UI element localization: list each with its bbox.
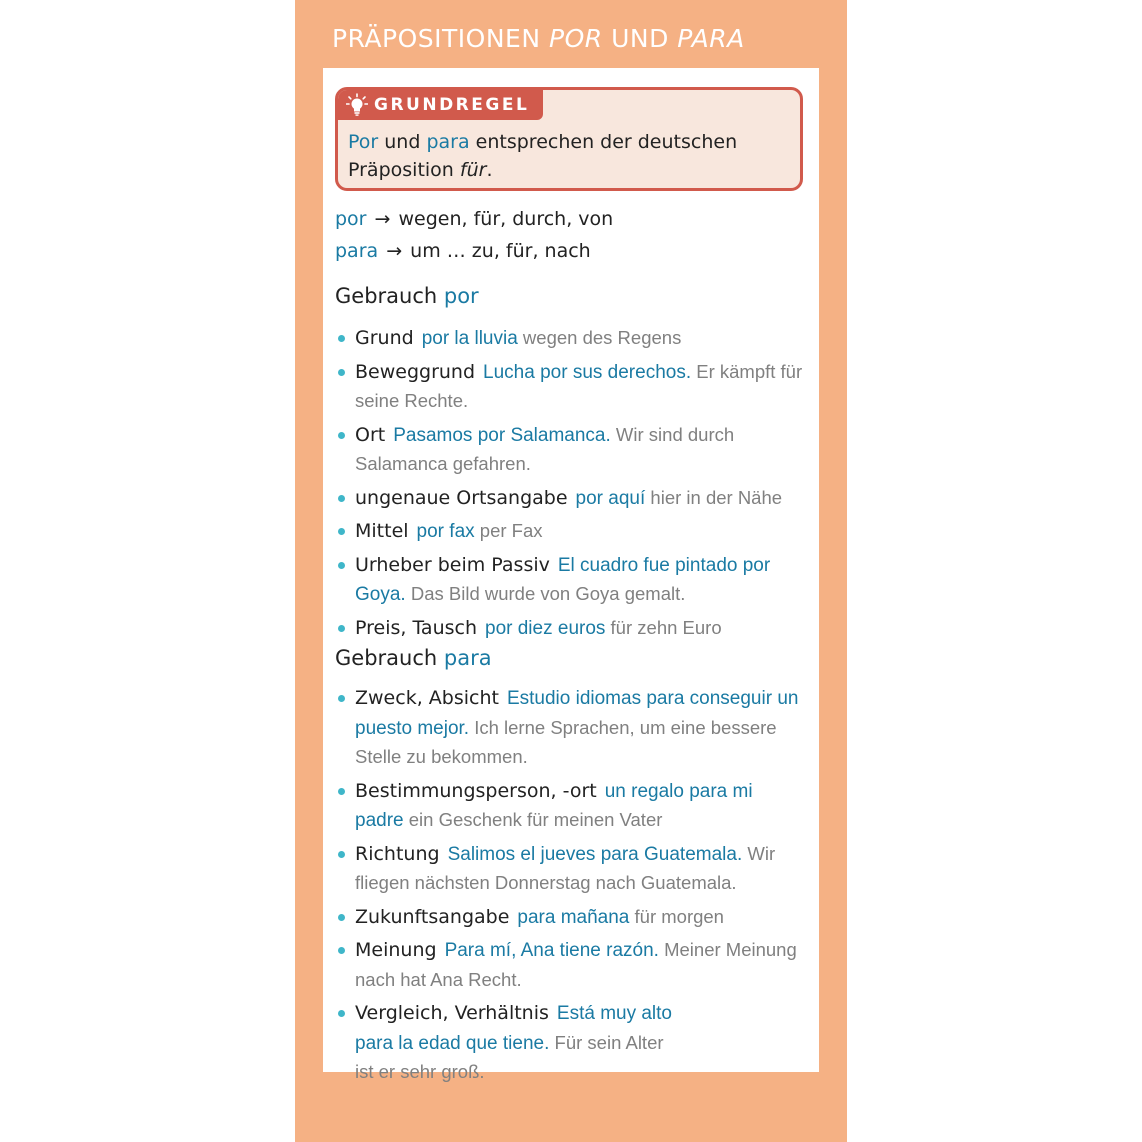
- list-item: Meinung Para mí, Ana tiene razón. Meiner Meinung nach hat Ana Recht.: [335, 936, 805, 995]
- list-item: Ort Pasamos por Salamanca. Wir sind durch Salamanca gefahren.: [335, 421, 805, 480]
- rule-text: Por und para entsprechen der deutschen Präposition für.: [348, 131, 738, 181]
- usage-list-por: [335, 324, 805, 647]
- list-item: Preis, Tausch por diez euros für zehn Euro: [335, 614, 805, 644]
- list-item: Bestimmungsperson, -ort un regalo para mi padre ein Geschenk für meinen Vater: [335, 777, 805, 836]
- list-item: Mittel por fax per Fax: [335, 517, 805, 547]
- grammar-card: [295, 0, 847, 1142]
- bullet-icon: [338, 562, 345, 569]
- section-heading-para: Gebrauch para: [335, 646, 492, 670]
- bullet-icon: [338, 695, 345, 702]
- list-item: Urheber beim Passiv El cuadro fue pintado por Goya. Das Bild wurde von Goya gemalt.: [335, 551, 805, 610]
- list-item: Vergleich, Verhältnis Está muy alto para la edad que tiene. Für sein Alter ist er sehr groß.: [335, 999, 685, 1088]
- bullet-icon: [338, 914, 345, 921]
- bullet-icon: [338, 788, 345, 795]
- bullet-icon: [338, 528, 345, 535]
- bullet-icon: [338, 1010, 345, 1017]
- bullet-icon: [338, 369, 345, 376]
- arrow-icon: →: [374, 208, 391, 230]
- rule-tab: [338, 90, 543, 120]
- rule-label: GRUNDREGEL: [374, 95, 530, 115]
- list-item: ungenaue Ortsangabe por aquí hier in der Nähe: [335, 484, 805, 514]
- bullet-icon: [338, 432, 345, 439]
- bullet-icon: [338, 947, 345, 954]
- bullet-icon: [338, 495, 345, 502]
- list-item: Richtung Salimos el jueves para Guatemala. Wir fliegen nächsten Donnerstag nach Guatemala.: [335, 840, 805, 899]
- content-panel: [323, 68, 819, 1082]
- mapping-para: para → um … zu, für, nach: [335, 240, 591, 262]
- rule-box: [335, 87, 803, 191]
- bullet-icon: [338, 851, 345, 858]
- section-heading-por: Gebrauch por: [335, 284, 479, 308]
- list-item: Zweck, Absicht Estudio idiomas para conseguir un puesto mejor. Ich lerne Sprachen, um eine bessere Stelle zu bekommen.: [335, 684, 805, 773]
- bullet-icon: [338, 335, 345, 342]
- list-item: Zukunftsangabe para mañana für morgen: [335, 903, 805, 933]
- lightbulb-icon: [346, 93, 368, 117]
- mapping-por: por → wegen, für, durch, von: [335, 208, 614, 230]
- usage-list-para: [335, 684, 805, 1092]
- arrow-icon: →: [386, 240, 403, 262]
- bullet-icon: [338, 625, 345, 632]
- list-item: Grund por la lluvia wegen des Regens: [335, 324, 805, 354]
- list-item: Beweggrund Lucha por sus derechos. Er kämpft für seine Rechte.: [335, 358, 805, 417]
- card-title: PRÄPOSITIONEN POR UND PARA: [332, 24, 745, 53]
